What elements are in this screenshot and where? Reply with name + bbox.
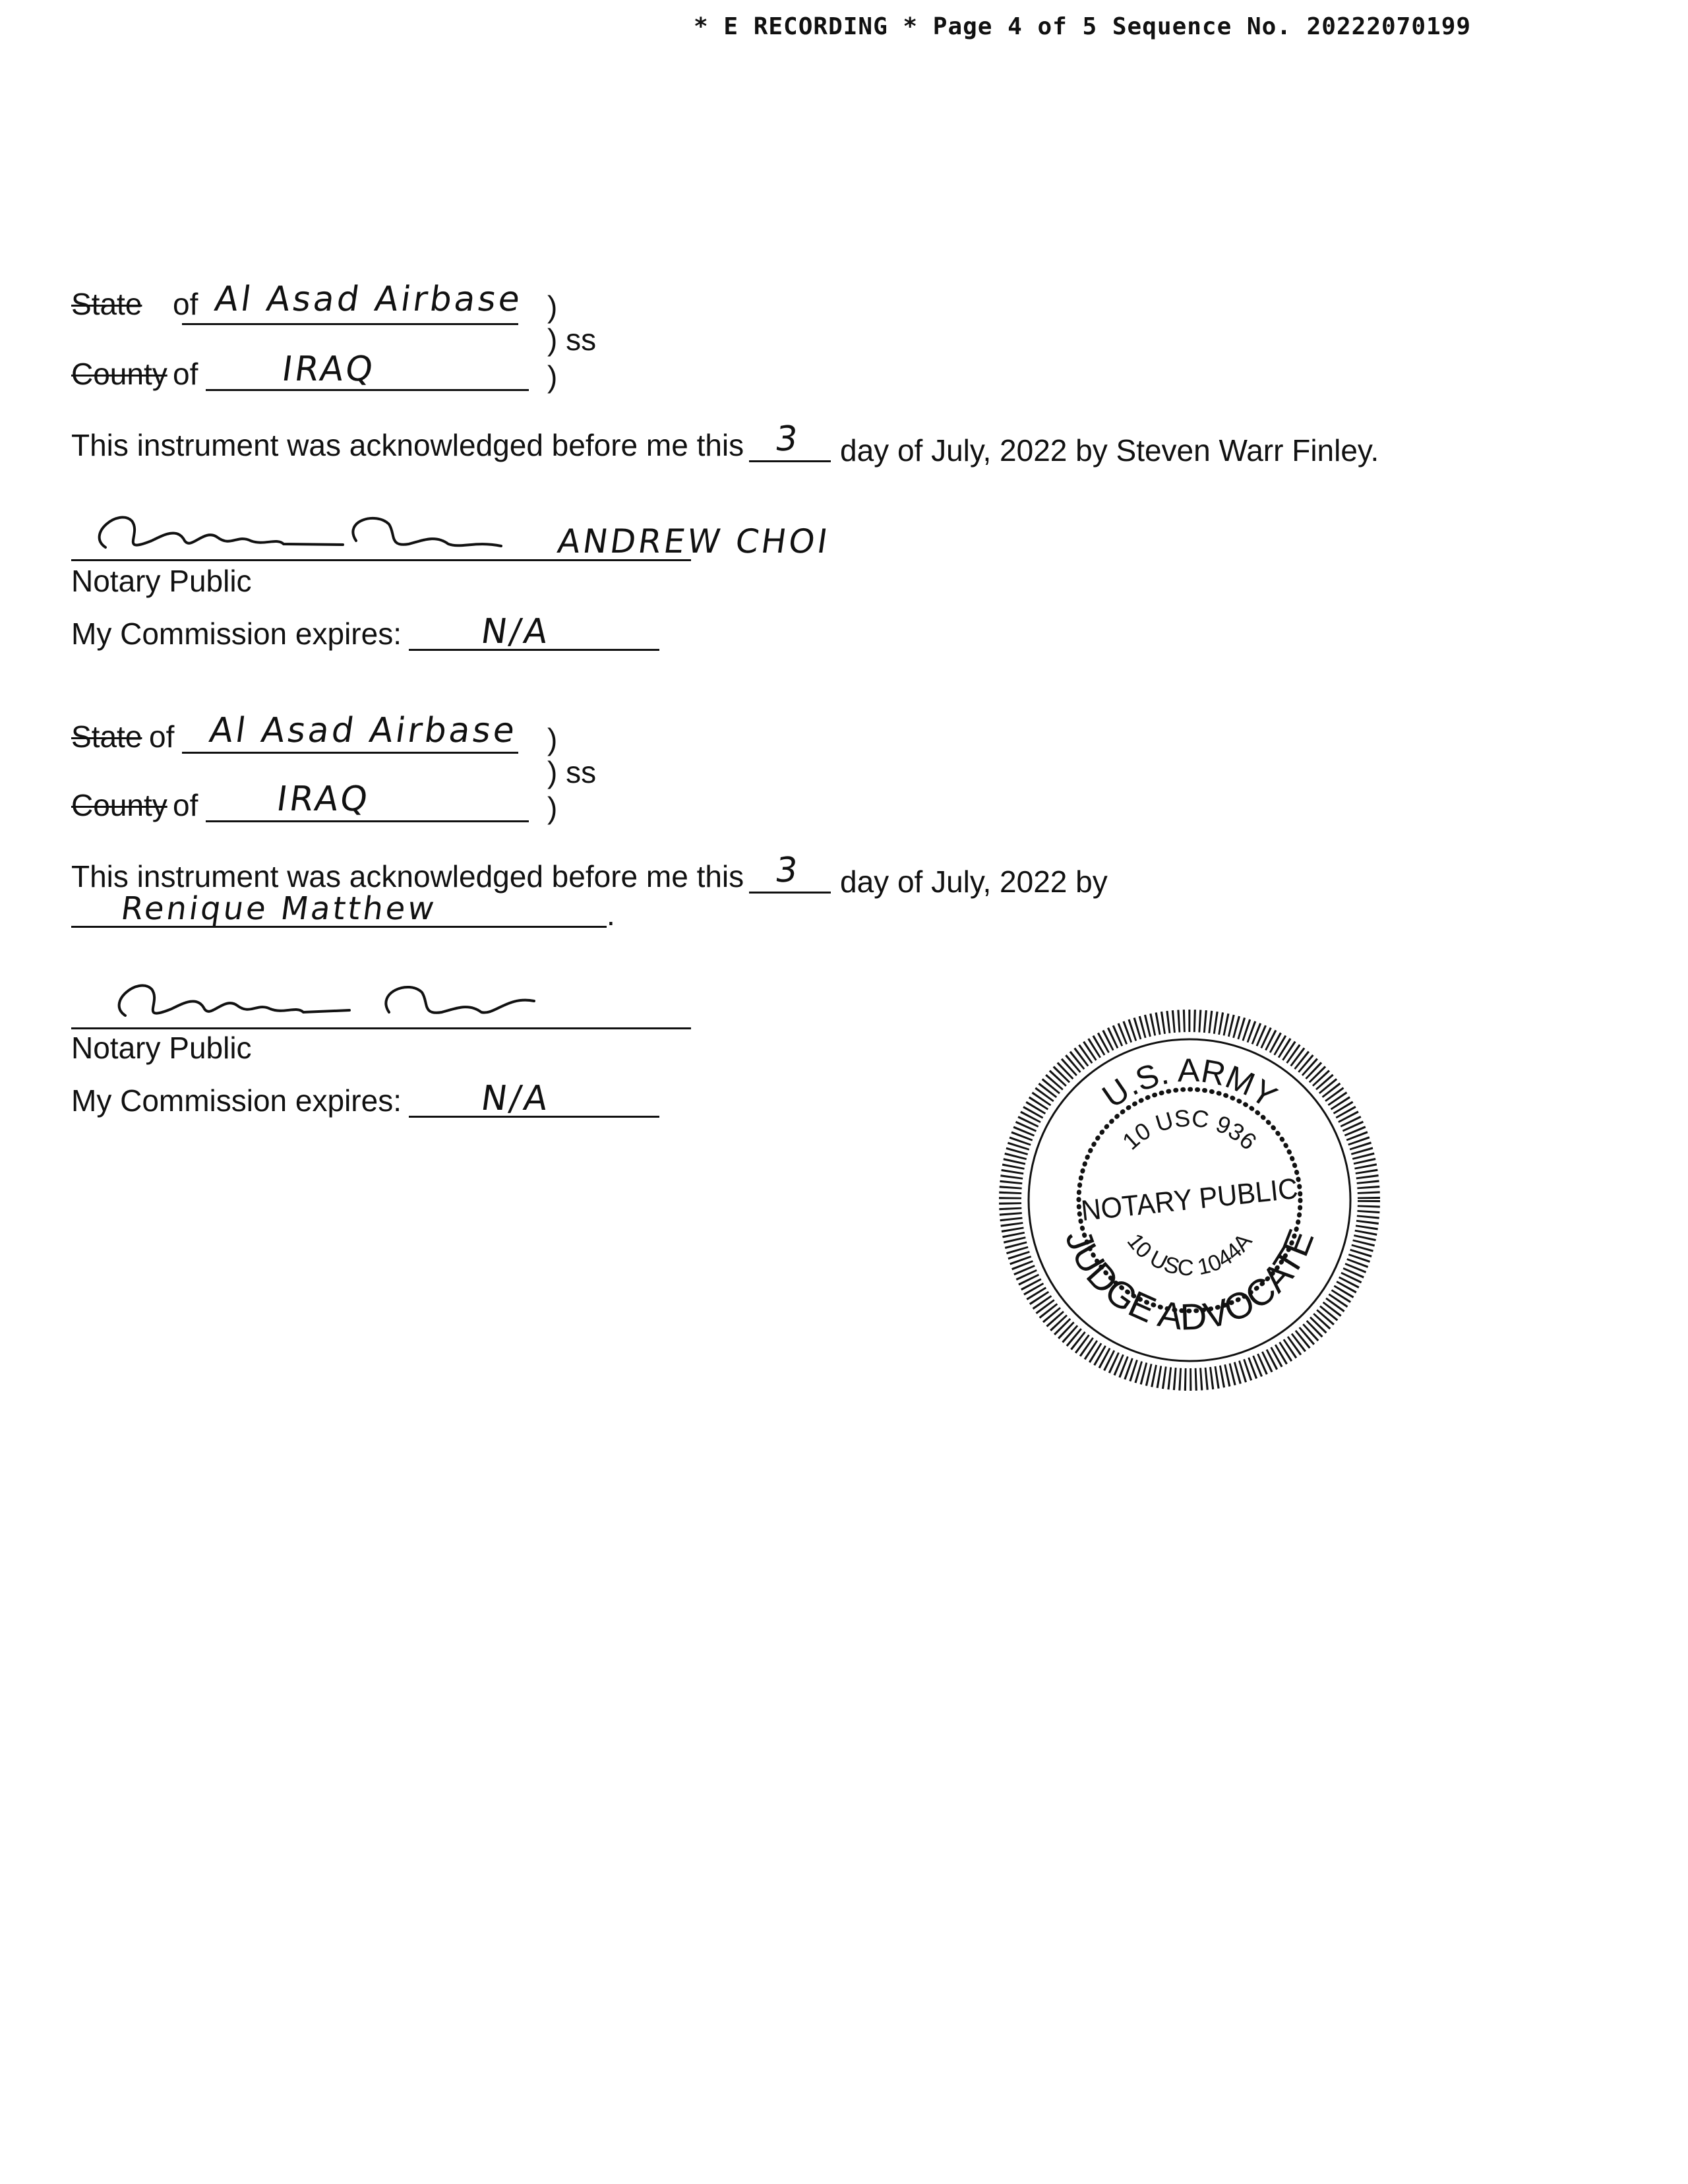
state-label: State <box>71 287 142 321</box>
acknowledgment-text-before: This instrument was acknowledged before me this <box>71 859 744 894</box>
seal-top-text: U.S. ARMY <box>1095 1051 1284 1116</box>
state-value: Al Asad Airbase <box>206 711 520 750</box>
county-of-word: of <box>173 788 198 822</box>
commission-value: N/A <box>478 1079 553 1118</box>
commission-label: My Commission expires: <box>71 1083 402 1118</box>
day-line <box>749 460 831 462</box>
state-line <box>182 752 518 754</box>
recording-header: * E RECORDING * Page 4 of 5 Sequence No. 20222070199 <box>694 13 1472 40</box>
paren-top: ) <box>547 722 558 756</box>
county-value: IRAQ <box>279 349 378 389</box>
ss-marker: ) ss <box>547 322 597 357</box>
state-of-word: of <box>149 719 175 754</box>
by-name-period: . <box>607 897 615 932</box>
state-line <box>182 323 518 325</box>
notary-public-label: Notary Public <box>71 1031 252 1065</box>
day-line <box>749 892 831 894</box>
paren-top: ) <box>547 289 558 324</box>
notary-printed-name: ANDREW CHOI <box>555 522 833 561</box>
notary-public-label: Notary Public <box>71 564 252 598</box>
state-label: State <box>71 719 142 754</box>
state-of-word: of <box>173 287 198 321</box>
county-value: IRAQ <box>274 779 373 819</box>
signature-line-2 <box>71 1027 691 1029</box>
commission-value: N/A <box>478 612 553 652</box>
county-label: County <box>71 357 167 391</box>
seal-inner-bottom-text: 10 USC 1044A <box>1122 1228 1257 1281</box>
acknowledgment-text-after: day of July, 2022 by <box>840 864 1108 899</box>
commission-label: My Commission expires: <box>71 617 402 651</box>
ss-marker: ) ss <box>547 755 597 789</box>
seal-center-text: NOTARY PUBLIC <box>1079 1170 1313 1228</box>
seal-inner-top-text: 10 USC 936 <box>1117 1104 1262 1155</box>
county-line <box>206 820 529 822</box>
acknowledgment-text-after: day of July, 2022 by Steven Warr Finley. <box>840 433 1379 468</box>
notary-signature-1 <box>79 508 514 561</box>
county-label: County <box>71 788 167 822</box>
paren-bottom: ) <box>547 359 558 394</box>
county-line <box>206 389 529 391</box>
day-value: 3 <box>772 851 803 890</box>
state-value: Al Asad Airbase <box>212 280 526 319</box>
by-name-value: Renique Matthew <box>119 890 439 927</box>
paren-bottom: ) <box>547 791 558 825</box>
notary-seal <box>997 1008 1382 1393</box>
acknowledgment-text-before: This instrument was acknowledged before me this <box>71 428 744 462</box>
seal-bottom-text: JUDGE ADVOCATE <box>1057 1223 1322 1338</box>
day-value: 3 <box>772 419 803 459</box>
notary-signature-2 <box>79 976 541 1029</box>
county-of-word: of <box>173 357 198 391</box>
